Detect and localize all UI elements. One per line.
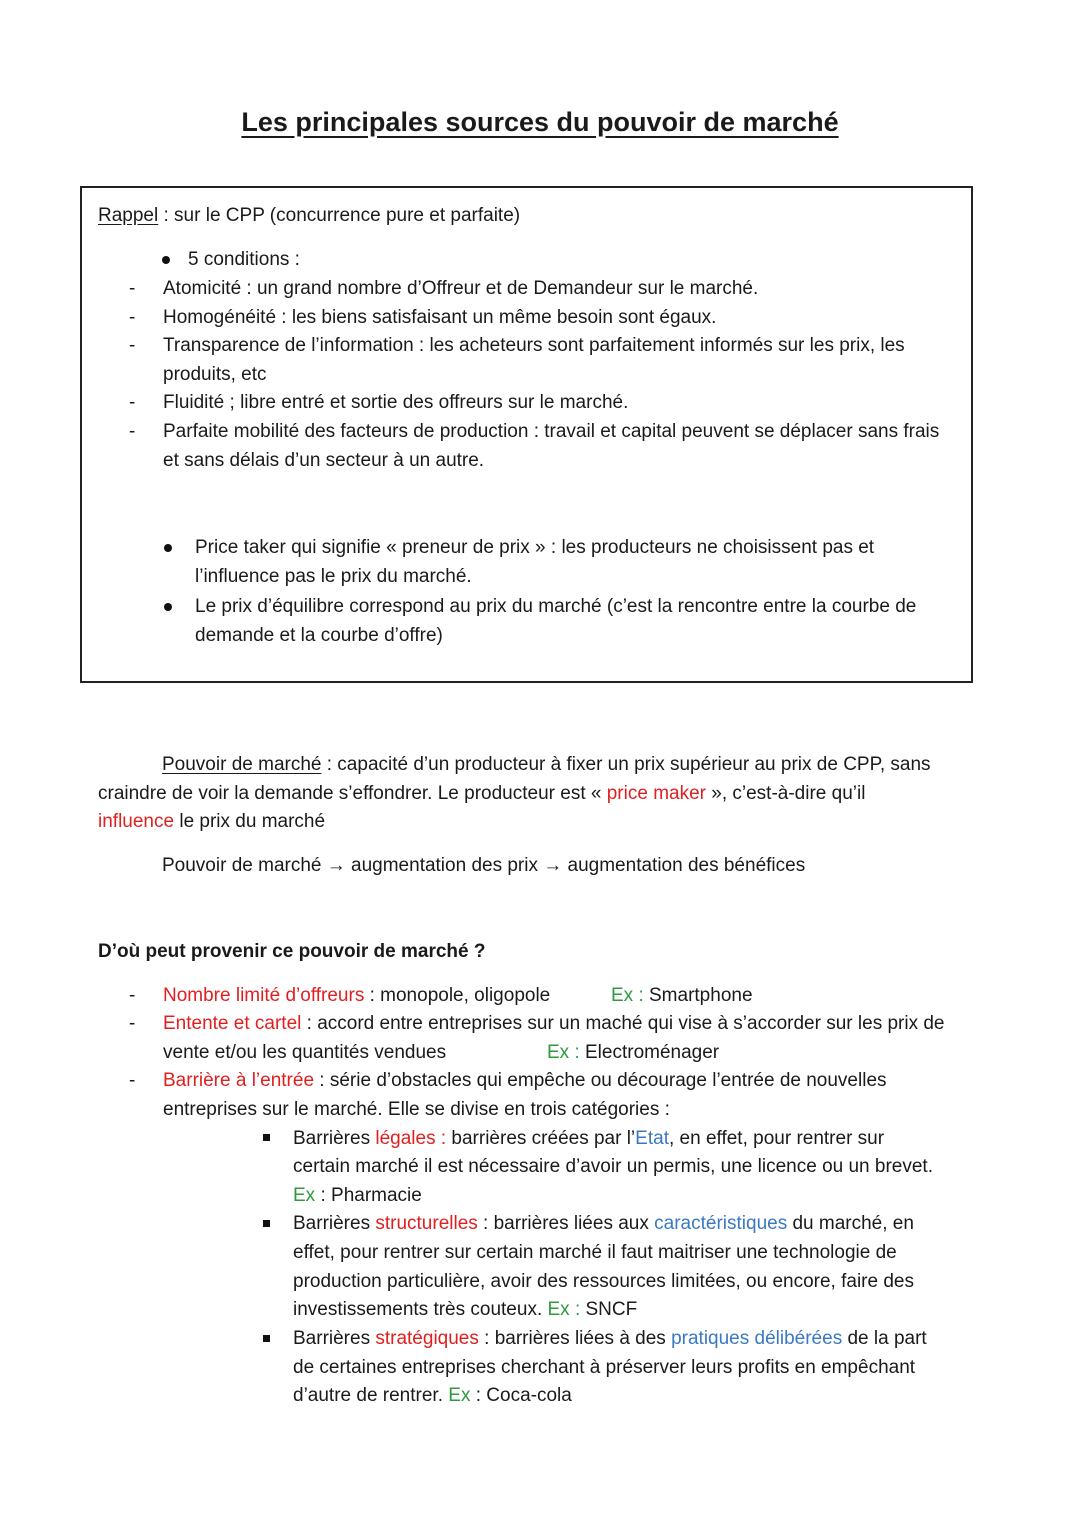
source-text: : série d’obstacles qui empêche ou décourage l’entrée de nouvelles: [314, 1070, 887, 1091]
dash-icon: -: [129, 392, 136, 413]
barrier-structural: [293, 1209, 914, 1238]
pouvoir-def-text: », c’est-à-dire qu’il: [705, 783, 866, 804]
source-item-1: [163, 981, 550, 1010]
influence-highlight: influence: [98, 811, 175, 832]
barrier-text: : barrières liées aux: [477, 1213, 655, 1234]
pouvoir-definition-line2: [98, 779, 865, 808]
dash-icon: -: [129, 421, 136, 442]
example-1: [611, 981, 753, 1010]
condition-item: Transparence de l’information : les acheteurs sont parfaitement informés sur les prix, les: [163, 335, 905, 356]
pouvoir-definition-line3: [98, 807, 325, 836]
barrier-structural-continued: [293, 1295, 637, 1324]
example-label: Ex :: [547, 1299, 581, 1320]
bullet-dot-icon: [164, 544, 172, 552]
barrier-type: stratégiques: [375, 1328, 479, 1349]
bullet-text: l’influence pas le prix du marché.: [195, 566, 472, 587]
barrier-type: légales :: [375, 1128, 447, 1149]
example-text: Smartphone: [643, 985, 753, 1006]
source-term: Barrière à l’entrée: [163, 1070, 315, 1091]
barrier-text: d’autre de rentrer.: [293, 1385, 449, 1406]
example-label: Ex: [293, 1185, 316, 1206]
condition-item: Atomicité : un grand nombre d’Offreur et de Demandeur sur le marché.: [163, 278, 759, 299]
pouvoir-def-text: craindre de voir la demande s’effondrer. Le producteur est «: [98, 783, 607, 804]
barrier-text: Barrières: [293, 1213, 376, 1234]
example-2: [547, 1038, 719, 1067]
bullet-dot-icon: [164, 603, 172, 611]
example-text: Electroménager: [579, 1042, 720, 1063]
pouvoir-chain: Pouvoir de marché → augmentation des prix → augmentation des bénéfices: [162, 855, 806, 876]
barrier-legal-example: [293, 1181, 422, 1210]
barrier-strategic: [293, 1324, 927, 1353]
barrier-keyword: Etat: [635, 1128, 669, 1149]
barrier-strategic-continued: de certaines entreprises cherchant à préserver leurs profits en empêchant: [293, 1357, 916, 1378]
page-title: Les principales sources du pouvoir de marché: [241, 107, 839, 137]
barrier-text: du marché, en: [787, 1213, 914, 1234]
dash-icon: -: [129, 335, 136, 356]
barrier-text: Barrières: [293, 1128, 376, 1149]
bullet-dot-icon: [162, 256, 170, 264]
source-item-3: [163, 1066, 887, 1095]
barrier-strategic-continued: [293, 1381, 572, 1410]
condition-item-continued: et sans délais d’un secteur à un autre.: [163, 450, 485, 471]
rappel-label: Rappel: [98, 205, 159, 226]
source-item-3-continued: entreprises sur le marché. Elle se divise en trois catégories :: [163, 1099, 670, 1120]
price-maker-highlight: price maker: [606, 783, 706, 804]
example-text: : Coca-cola: [470, 1385, 572, 1406]
barrier-legal-continued: certain marché il est nécessaire d’avoir un permis, une licence ou un brevet.: [293, 1156, 933, 1177]
source-term: Nombre limité d’offreurs: [163, 985, 365, 1006]
pouvoir-def-text: le prix du marché: [174, 811, 326, 832]
barrier-keyword: caractéristiques: [654, 1213, 788, 1234]
conditions-bullet: [162, 245, 300, 274]
example-label: Ex: [448, 1385, 471, 1406]
dash-icon: -: [129, 1013, 136, 1034]
square-bullet-icon: [263, 1134, 270, 1141]
barrier-legal: [293, 1124, 884, 1153]
rappel-heading-text: : sur le CPP (concurrence pure et parfaite): [158, 205, 521, 226]
square-bullet-icon: [263, 1335, 270, 1342]
dash-icon: -: [129, 1070, 136, 1091]
conditions-bullet-text: 5 conditions :: [188, 249, 300, 270]
dash-icon: -: [129, 278, 136, 299]
condition-item-continued: produits, etc: [163, 364, 267, 385]
pouvoir-definition-line1: [162, 750, 931, 779]
source-item-2: [163, 1009, 945, 1038]
sources-question: D’où peut provenir ce pouvoir de marché ?: [98, 941, 486, 962]
bullet-text: Price taker qui signifie « preneur de prix » : les producteurs ne choisissent pas et: [195, 537, 875, 558]
source-text: : monopole, oligopole: [364, 985, 551, 1006]
barrier-text: de la part: [842, 1328, 927, 1349]
square-bullet-icon: [263, 1220, 270, 1227]
rappel-heading: [98, 201, 520, 230]
bullet-text: Le prix d’équilibre correspond au prix du marché (c’est la rencontre entre la courbe de: [195, 596, 917, 617]
barrier-type: structurelles: [375, 1213, 478, 1234]
barrier-text: : barrières liées à des: [478, 1328, 672, 1349]
source-item-2-continued: vente et/ou les quantités vendues: [163, 1042, 447, 1063]
example-text: SNCF: [580, 1299, 638, 1320]
example-label: Ex :: [547, 1042, 580, 1063]
barrier-text: investissements très couteux.: [293, 1299, 548, 1320]
example-label: Ex :: [611, 985, 644, 1006]
pouvoir-def-text: : capacité d’un producteur à fixer un prix supérieur au prix de CPP, sans: [321, 754, 931, 775]
barrier-structural-continued: production particulière, avoir des ressources limitées, ou encore, faire des: [293, 1271, 914, 1292]
barrier-structural-continued: effet, pour rentrer sur certain marché il faut maitriser une technologie de: [293, 1242, 897, 1263]
bullet-text: demande et la courbe d’offre): [195, 625, 443, 646]
dash-icon: -: [129, 307, 136, 328]
condition-item: Fluidité ; libre entré et sortie des offreurs sur le marché.: [163, 392, 629, 413]
barrier-text: Barrières: [293, 1328, 376, 1349]
barrier-text: barrières créées par l’: [446, 1128, 636, 1149]
dash-icon: -: [129, 985, 136, 1006]
pouvoir-term: Pouvoir de marché: [162, 754, 322, 775]
barrier-text: , en effet, pour rentrer sur: [668, 1128, 885, 1149]
condition-item: Parfaite mobilité des facteurs de production : travail et capital peuvent se déplacer sans frais: [163, 421, 940, 442]
condition-item: Homogénéité : les biens satisfaisant un même besoin sont égaux.: [163, 307, 717, 328]
source-term: Entente et cartel: [163, 1013, 302, 1034]
example-text: : Pharmacie: [315, 1185, 422, 1206]
source-text: : accord entre entreprises sur un maché qui vise à s’accorder sur les prix de: [301, 1013, 945, 1034]
barrier-keyword: pratiques délibérées: [671, 1328, 843, 1349]
